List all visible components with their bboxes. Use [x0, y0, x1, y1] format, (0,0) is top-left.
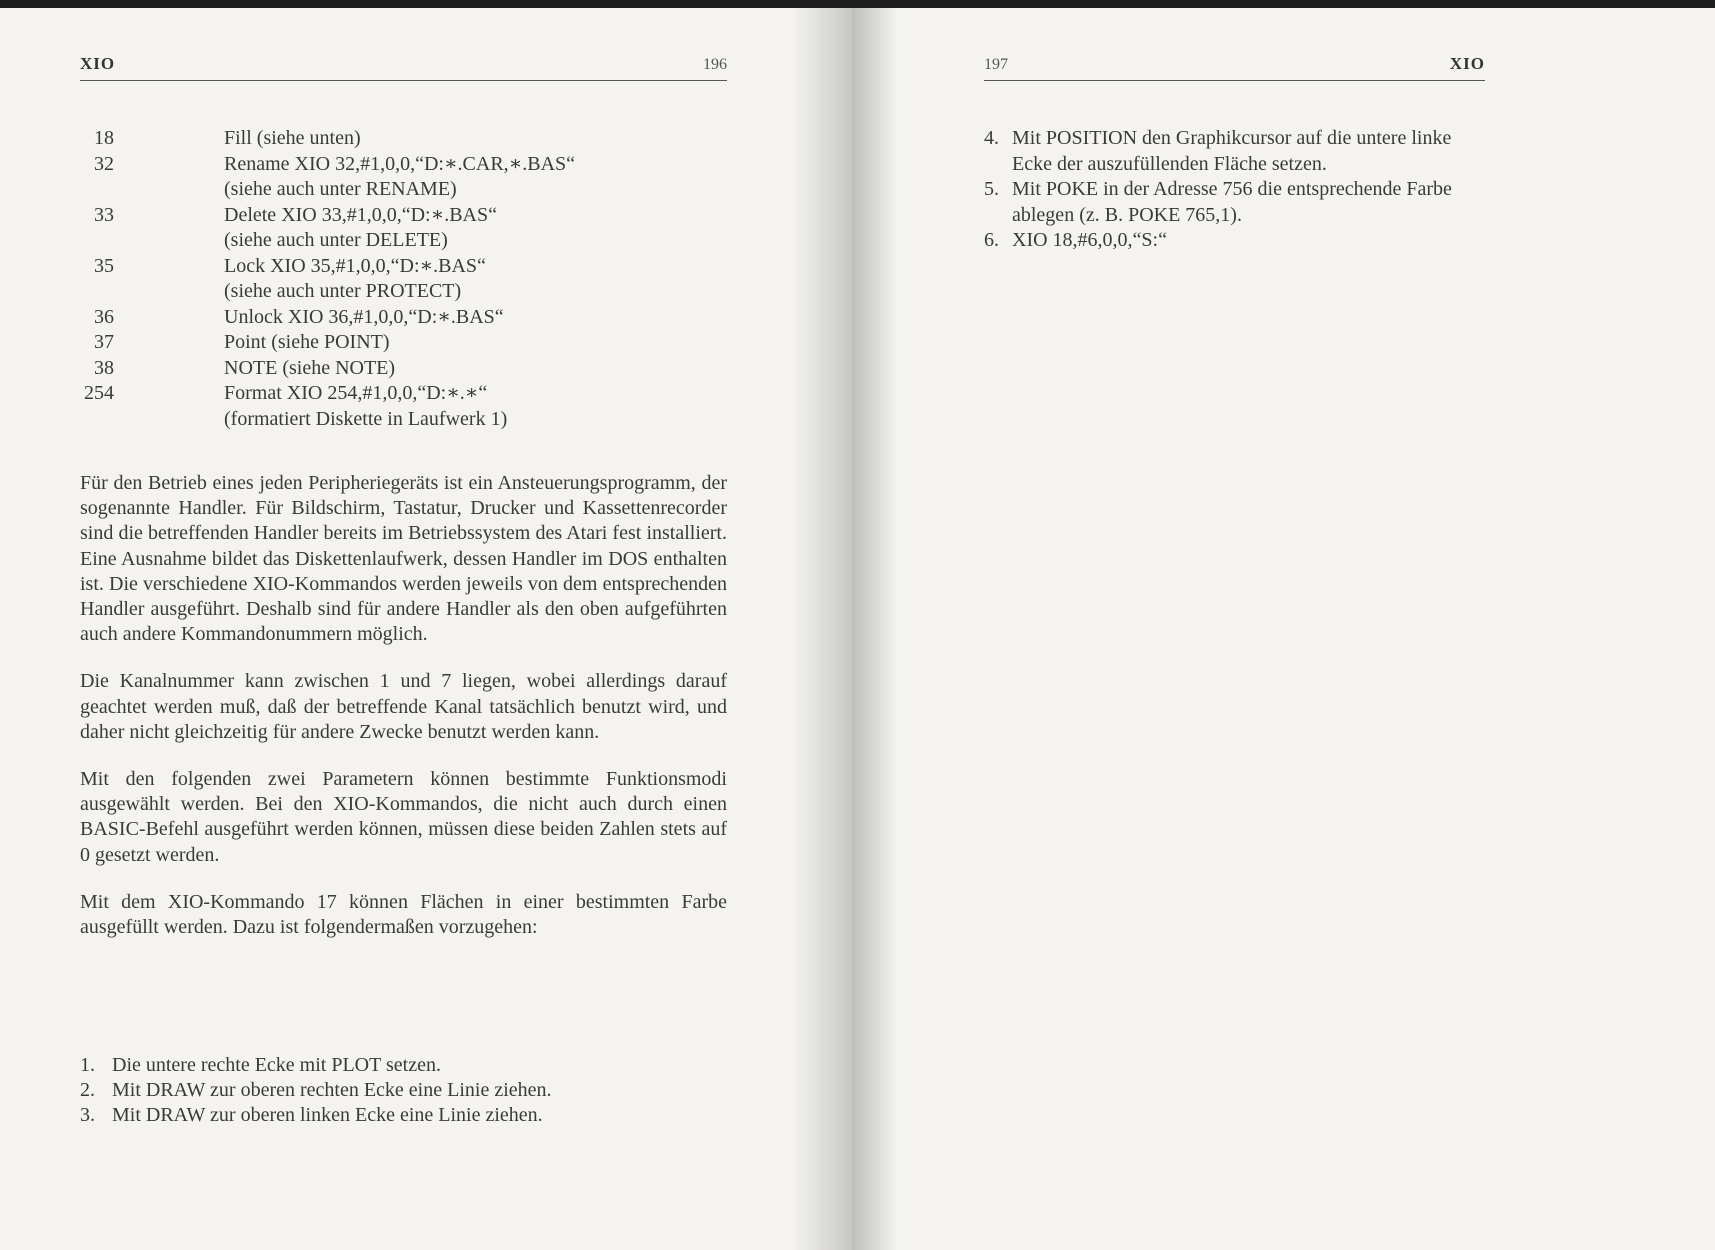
code-number: 18: [94, 127, 114, 149]
list-item: [984, 177, 1485, 228]
fill-steps-list: [80, 1053, 727, 1128]
step-text: Mit POKE in der Adresse 756 die entsprechende Farbe ablegen (z. B. POKE 765,1).: [1012, 178, 1452, 226]
code-description: [224, 381, 507, 432]
left-page: [0, 8, 852, 1250]
list-item: [80, 1078, 727, 1103]
code-row: [80, 152, 730, 203]
step-number: 3.: [80, 1104, 95, 1126]
fill-steps-list-continued: [984, 126, 1485, 254]
step-number: 2.: [80, 1079, 95, 1101]
page-number: 196: [703, 56, 727, 73]
step-text: Mit POSITION den Graphikcursor auf die untere linke Ecke der auszufüllenden Fläche setzen.: [1012, 127, 1452, 175]
code-line: Unlock XIO 36,#1,0,0,“D:∗.BAS“: [224, 305, 504, 328]
code-line: (siehe auch unter DELETE): [224, 229, 448, 251]
code-description: [224, 203, 497, 254]
paragraph: Mit den folgenden zwei Parametern können bestimmte Funktionsmodi ausgewählt werden. Bei den XIO-Kommandos, die nicht auch durch einen BASIC-Befehl ausgeführt werden können, müssen diese beiden Zahlen stets auf 0 gesetzt werden.: [80, 768, 727, 866]
code-number: 37: [94, 331, 114, 353]
code-description: [224, 254, 486, 305]
left-page-header: [80, 50, 727, 81]
code-line: Format XIO 254,#1,0,0,“D:∗.∗“: [224, 382, 488, 404]
code-line: Lock XIO 35,#1,0,0,“D:∗.BAS“: [224, 254, 486, 277]
step-number: 4.: [984, 127, 999, 149]
code-row: [80, 330, 730, 356]
code-row: [80, 254, 730, 305]
code-description: [224, 305, 504, 331]
command-code-list: [80, 126, 730, 432]
right-page-header: [984, 50, 1485, 81]
paragraph: Die Kanalnummer kann zwischen 1 und 7 liegen, wobei allerdings darauf geachtet werden muß, daß der betreffende Kanal tatsächlich benutzt wird, und daher nicht gleichzeitig für andere Zwecke benutzt werden kann.: [80, 670, 727, 743]
step-number: 6.: [984, 229, 999, 251]
right-page: [852, 8, 1715, 1250]
list-item: [80, 1103, 727, 1128]
code-line: (formatiert Diskette in Laufwerk 1): [224, 407, 508, 430]
code-number: 38: [94, 356, 114, 379]
step-text: Mit DRAW zur oberen rechten Ecke eine Linie ziehen.: [112, 1079, 552, 1101]
step-number: 1.: [80, 1054, 95, 1076]
code-number: 35: [94, 254, 114, 277]
code-description: [224, 330, 390, 356]
code-number: 32: [94, 152, 114, 175]
code-description: [224, 152, 575, 203]
step-text: Die untere rechte Ecke mit PLOT setzen.: [112, 1054, 441, 1076]
code-description: [224, 356, 395, 382]
step-text: XIO 18,#6,0,0,“S:“: [1012, 229, 1167, 251]
code-line: NOTE (siehe NOTE): [224, 356, 396, 379]
list-item: [80, 1053, 727, 1078]
paragraph: Mit dem XIO-Kommando 17 können Flächen in einer bestimmten Farbe ausgefüllt werden. Dazu ist folgendermaßen vorzugehen:: [80, 890, 727, 939]
code-line: Fill (siehe unten): [224, 127, 361, 149]
list-item: [984, 126, 1485, 177]
step-number: 5.: [984, 178, 999, 200]
step-text: Mit DRAW zur oberen linken Ecke eine Linie ziehen.: [112, 1104, 543, 1126]
code-row: [80, 356, 730, 382]
code-line: Rename XIO 32,#1,0,0,“D:∗.CAR,∗.BAS“: [224, 152, 576, 175]
code-line: (siehe auch unter RENAME): [224, 178, 457, 200]
code-row: [80, 203, 730, 254]
header-title: XIO: [80, 54, 116, 73]
code-line: Point (siehe POINT): [224, 331, 390, 353]
header-title: XIO: [1449, 54, 1485, 73]
code-line: Delete XIO 33,#1,0,0,“D:∗.BAS“: [224, 203, 497, 226]
code-row: [80, 381, 730, 432]
code-line: (siehe auch unter PROTECT): [224, 280, 462, 302]
code-row: [80, 126, 730, 152]
gutter-shadow: [792, 8, 852, 1250]
code-row: [80, 305, 730, 331]
code-description: [224, 126, 361, 152]
paragraph: Für den Betrieb eines jeden Peripheriegeräts ist ein Ansteuerungsprogramm, der sogenannte Handler. Für Bildschirm, Tastatur, Drucker und Kassettenrecorder sind die betreffenden Handler bereits im Betriebssystem des Atari fest installiert. Eine Ausnahme bildet das Diskettenlaufwerk, dessen Handler im DOS enthalten ist. Die verschiedene XIO-Kommandos werden jeweils von dem entsprechenden Handler ausgeführt. Deshalb sind für andere Handler als den oben aufgeführten auch andere Kommandonummern möglich.: [80, 472, 727, 646]
body-text: [80, 471, 727, 962]
code-number: 36: [94, 305, 114, 328]
gutter-shadow: [852, 8, 898, 1250]
code-number: 33: [94, 203, 114, 226]
list-item: [984, 228, 1485, 254]
code-number: 254: [84, 382, 114, 404]
page-number: 197: [984, 56, 1008, 73]
